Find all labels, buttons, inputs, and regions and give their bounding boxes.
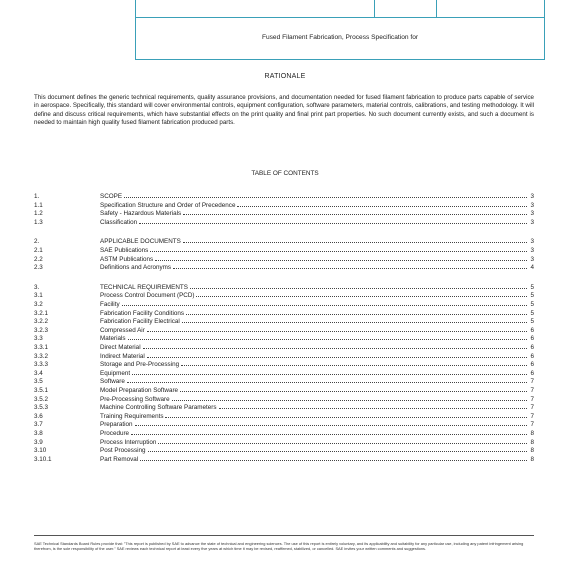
toc-leader-dots [143,343,527,349]
toc-entry-title: Model Preparation Software [100,387,179,394]
toc-entry-page: 8 [530,447,534,455]
toc-entry-page: 7 [530,412,534,420]
toc-entry[interactable] [34,438,534,446]
toc-leader-dots [183,209,527,215]
toc-entry[interactable] [34,326,534,334]
toc-leader-dots [172,395,527,401]
toc-leader-dots [150,246,527,252]
toc-leader-dots [124,192,527,198]
toc-entry[interactable] [34,192,534,200]
toc-leader-dots [173,263,527,269]
toc-entry-number: 3.4 [34,369,43,377]
toc-entry-number: 1.3 [34,218,43,226]
toc-entry-number: 3.3.1 [34,344,49,351]
toc-entry-title: Compressed Air [100,326,145,334]
toc-leader-dots [148,446,528,452]
toc-entry[interactable] [34,369,534,377]
toc-entry[interactable] [34,429,534,437]
toc-leader-dots [128,334,527,340]
toc-leader-dots [132,369,527,375]
toc-entry-number: 3.10 [34,447,47,455]
toc-entry-number: 3.10.1 [34,455,52,463]
toc-entry[interactable] [34,377,534,385]
toc-entry-title: Pre-Processing Software [100,395,170,403]
toc-entry-page: 7 [530,378,534,386]
toc-entry-number: 2.3 [34,264,43,272]
toc-entry-number: 3.7 [34,421,43,429]
toc-entry-number: 2.1 [34,247,43,254]
toc-entry-number: 3.2.2 [34,318,49,326]
toc-entry[interactable] [34,420,534,428]
toc-entry[interactable] [34,209,534,217]
toc-entry-page: 6 [530,369,534,377]
toc-entry-title: ASTM Publications [100,255,154,263]
toc-entry[interactable] [34,343,534,351]
toc-leader-dots [190,283,527,289]
toc-entry-title: Direct Material [100,344,141,351]
toc-entry-title: Procedure [100,430,130,437]
toc-leader-dots [186,309,527,315]
toc-entry-title: Machine Controlling Software Parameters [100,404,217,412]
toc-entry-number: 3.5 [34,378,43,386]
toc-entry-title: SCOPE [100,193,123,200]
toc-entry-page: 8 [530,455,534,463]
header-divider [436,0,437,18]
toc-entry-title: Process Control Document (PCD) [100,292,195,300]
toc-entry[interactable] [34,255,534,263]
toc-entry[interactable] [34,317,534,325]
toc-entry[interactable] [34,218,534,226]
toc-entry-page: 6 [530,335,534,343]
toc-leader-dots [181,360,527,366]
toc-entry[interactable] [34,446,534,454]
toc-entry-page: 8 [530,438,534,446]
toc-entry-title: Materials [100,335,126,343]
toc-entry-page: 3 [530,193,534,200]
toc-entry-page: 3 [530,247,534,254]
toc-entry[interactable] [34,300,534,308]
toc-entry[interactable] [34,360,534,368]
toc-entry-title: Definitions and Acronyms [100,264,172,272]
toc-entry[interactable] [34,246,534,254]
toc-entry-title: Safety - Hazardous Materials [100,210,182,218]
toc-leader-dots [147,352,527,358]
toc-entry[interactable] [34,334,534,342]
toc-leader-dots [183,237,527,243]
toc-entry[interactable] [34,412,534,420]
toc-entry-number: 3.9 [34,438,43,446]
toc-entry[interactable] [34,386,534,394]
toc-leader-dots [122,300,527,306]
toc-entry[interactable] [34,403,534,411]
footer-divider [34,535,534,536]
toc-entry-number: 1.2 [34,210,43,218]
toc-entry-number: 3.5.2 [34,395,49,403]
toc-entry-page: 7 [530,404,534,412]
toc-leader-dots [135,420,527,426]
toc-leader-dots [147,326,527,332]
toc-entry[interactable] [34,309,534,317]
toc-entry-page: 3 [530,210,534,218]
toc-entry-page: 8 [530,430,534,437]
toc-entry-title: Fabrication Facility Electrical [100,318,180,326]
toc-entry-title: Preparation [100,421,133,429]
toc-entry-number: 3.5.3 [34,404,49,412]
toc-entry-page: 6 [530,361,534,369]
document-title: Fused Filament Fabrication, Process Specification for [261,34,419,41]
toc-entry-page: 7 [530,395,534,403]
rationale-paragraph: This document defines the generic technical requirements, quality assurance provisions, and documentation needed for fused filament fabrication to produce parts capable of service in aerospace. Specifically, this standard will cover environmental controls, equipment configuration, software parameters, material controls, calibrations, and testing methodology. It will define and discuss critical requirements, which have substantial effects on the print quality and final print part properties. No such document currently exists, and such a document is needed to maintain high quality fused filament fabrication produced parts. [34,94,534,126]
toc-entry-page: 4 [530,264,534,272]
toc-entry-title: APPLICABLE DOCUMENTS [100,238,181,246]
header-divider [374,0,375,18]
toc-entry-title: Fabrication Facility Conditions [100,309,184,317]
toc-heading: TABLE OF CONTENTS [251,170,319,177]
toc-leader-dots [131,429,527,435]
toc-entry-title: Indirect Material [100,352,145,360]
toc-entry-title: Part Removal [100,455,139,463]
toc-entry[interactable] [34,352,534,360]
toc-entry-title: Process Interruption [100,438,157,446]
toc-entry-title: SAE Publications [100,247,149,254]
toc-entry-number: 3.3 [34,335,43,343]
toc-entry-page: 5 [530,292,534,300]
toc-leader-dots [219,403,527,409]
toc-entry-page: 5 [530,318,534,326]
toc-entry-page: 5 [530,283,534,291]
toc-entry-number: 2. [34,238,40,246]
toc-entry[interactable] [34,395,534,403]
toc-entry-number: 3.6 [34,412,43,420]
toc-entry-page: 3 [530,201,534,209]
header-top-row [136,0,544,18]
toc-entry-title: Facility [100,301,120,308]
toc-entry-number: 3.2.1 [34,309,49,317]
toc-entry-title: TECHNICAL REQUIREMENTS [100,283,188,291]
toc-leader-dots [139,218,527,224]
toc-entry-title: Post Processing [100,447,146,455]
toc-entry-title: Storage and Pre-Processing [100,361,180,369]
rationale-heading: RATIONALE [264,73,306,80]
toc-entry-page: 7 [530,387,534,394]
toc-entry-number: 2.2 [34,255,43,263]
toc-entry-page: 6 [530,352,534,360]
toc-entry-page: 5 [530,309,534,317]
toc-entry-number: 1.1 [34,201,43,209]
toc-entry[interactable] [34,283,534,291]
toc-leader-dots [127,377,527,383]
footer-disclaimer: SAE Technical Standards Board Rules provide that: "This report is published by SAE to advance the state of technical and engineering sciences. The use of this report is entirely voluntary, and its applicability and suitability for any particular use, including any patent infringement arising therefrom, is the sole responsibility of the user." SAE reviews each technical report at least every five years at which time it may be revised, reaffirmed, stabilized, or cancelled. SAE invites your written comments and suggestions. [34,541,524,552]
toc-leader-dots [165,412,527,418]
toc-entry-title: Specification Structure and Order of Precedence [100,201,236,209]
toc-entry-number: 1. [34,193,40,200]
toc-entry[interactable] [34,263,534,271]
toc-entry[interactable] [34,237,534,245]
toc-entry[interactable] [34,201,534,209]
toc-leader-dots [155,255,527,261]
toc-leader-dots [182,317,527,323]
toc-leader-dots [180,386,527,392]
toc-entry-page: 6 [530,326,534,334]
toc-entry-number: 3.3.3 [34,361,49,369]
toc-entry[interactable] [34,455,534,463]
toc-entry-number: 3.3.2 [34,352,49,360]
toc-entry-number: 3.5.1 [34,387,49,394]
toc-leader-dots [140,455,527,461]
toc-entry-number: 3.1 [34,292,43,300]
toc-entry-title: Equipment [100,369,131,377]
toc-entry-title: Training Requirements [100,412,164,420]
toc-leader-dots [237,201,527,207]
toc-entry-number: 3. [34,283,40,291]
toc-entry-page: 3 [530,238,534,246]
toc-entry-page: 5 [530,301,534,308]
toc-leader-dots [196,291,527,297]
toc-entry-page: 6 [530,344,534,351]
toc-entry-number: 3.8 [34,430,43,437]
toc-entry-number: 3.2 [34,301,43,308]
toc-entry-title: Classification [100,218,138,226]
toc-entry-title: Software [100,378,125,386]
toc-leader-dots [158,438,527,444]
toc-entry-page: 7 [530,421,534,429]
toc-entry-page: 3 [530,255,534,263]
toc-entry-page: 3 [530,218,534,226]
toc-entry[interactable] [34,291,534,299]
header-box [135,0,545,60]
toc-entry-number: 3.2.3 [34,326,49,334]
